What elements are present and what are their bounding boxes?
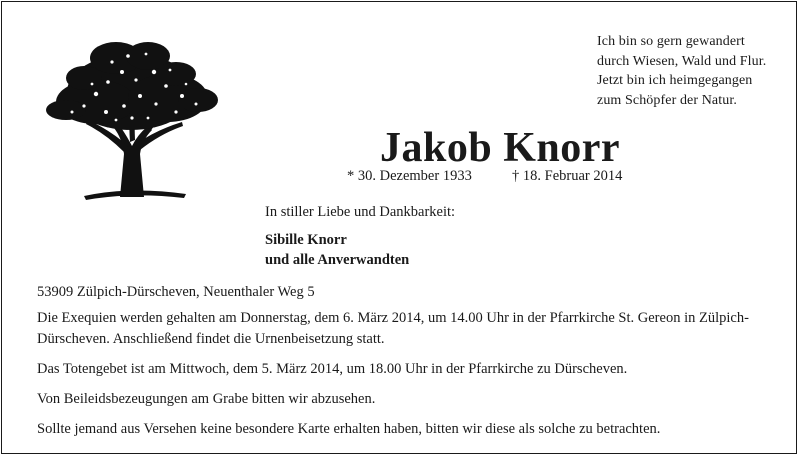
poem-line: Jetzt bin ich heimgegangen xyxy=(597,73,753,88)
poem-line: Ich bin so gern gewandert xyxy=(597,34,745,49)
paragraph-card-note: Sollte jemand aus Versehen keine besondere Karte erhalten haben, bitten wir diese als solche zu betrachten. xyxy=(37,421,661,437)
obituary-notice xyxy=(1,1,797,454)
intro-text: In stiller Liebe und Dankbarkeit: xyxy=(265,204,456,220)
mourner-line: Sibille Knorr xyxy=(265,232,347,248)
address: 53909 Zülpich-Dürscheven, Neuenthaler Weg 5 xyxy=(37,284,315,300)
mourner-line: und alle Anverwandten xyxy=(265,252,410,268)
deceased-name: Jakob Knorr xyxy=(380,125,621,171)
poem xyxy=(597,32,787,110)
tree-icon xyxy=(36,34,226,204)
paragraph-condolences: Von Beileidsbezeugungen am Grabe bitten wir abzusehen. xyxy=(37,391,376,407)
life-dates xyxy=(347,168,623,185)
paragraph-prayer: Das Totengebet ist am Mittwoch, dem 5. März 2014, um 18.00 Uhr in der Pfarrkirche zu Dürscheven. xyxy=(37,361,628,377)
poem-line: zum Schöpfer der Natur. xyxy=(597,92,737,108)
notice-body xyxy=(37,308,777,449)
birth-date: * 30. Dezember 1933 xyxy=(347,168,472,184)
poem-line: durch Wiesen, Wald und Flur. xyxy=(597,53,767,69)
mourners xyxy=(265,230,409,270)
death-date: † 18. Februar 2014 xyxy=(512,168,623,184)
paragraph-exequies: Die Exequien werden gehalten am Donnerstag, dem 6. März 2014, um 14.00 Uhr in der Pfarrkirche St. Gereon in Zülpich-Dürscheven. Anschließend findet die Urnenbeisetzung statt. xyxy=(37,310,749,347)
